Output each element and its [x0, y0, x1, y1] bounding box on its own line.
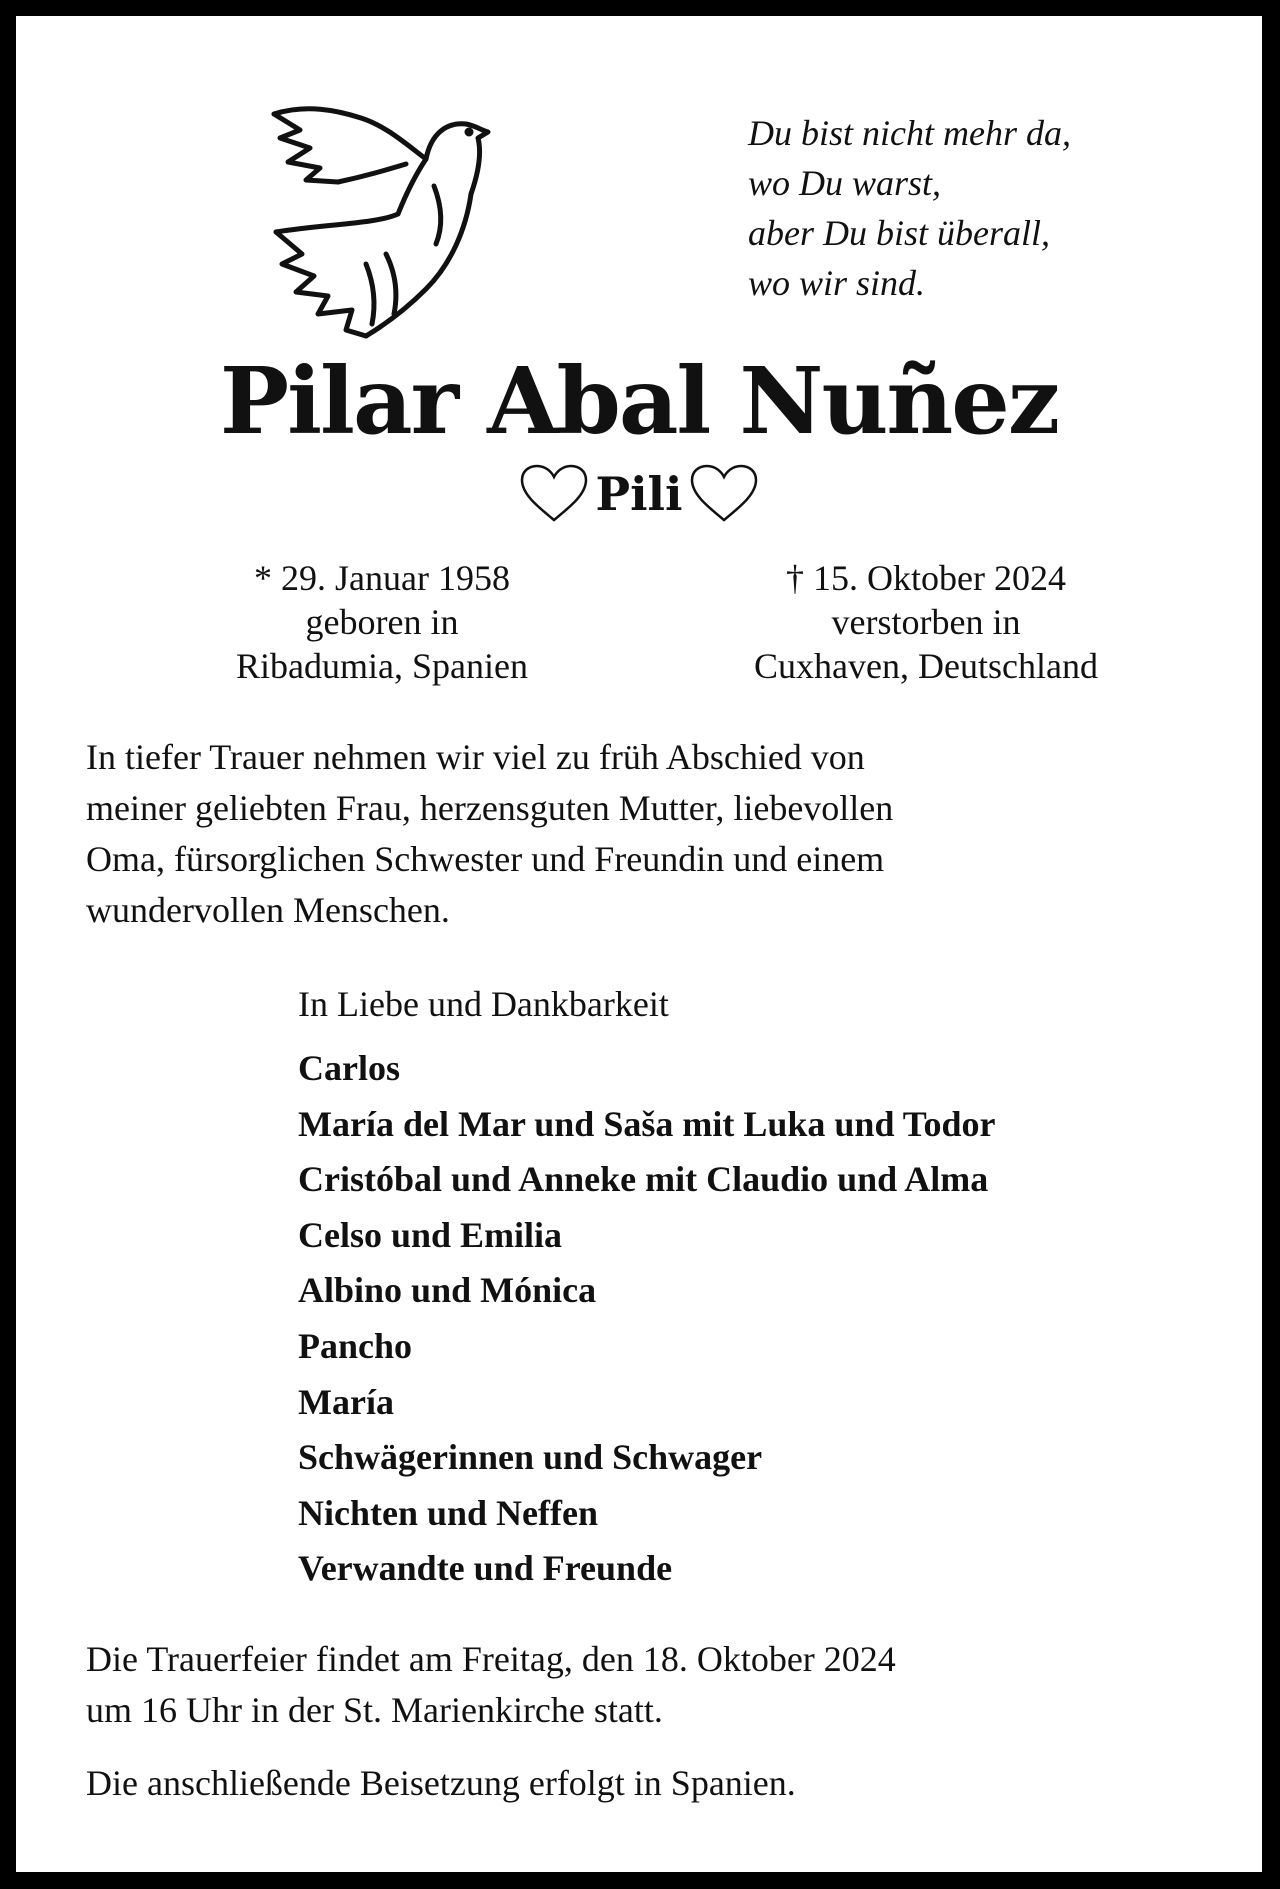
death-info	[696, 556, 1156, 688]
mourner-name: Cristóbal und Anneke mit Claudio und Alma	[298, 1159, 989, 1200]
verse-line: Du bist nicht mehr da,	[748, 113, 1071, 153]
mourners-list	[298, 1041, 1238, 1597]
birth-date: * 29. Januar 1958	[254, 558, 510, 598]
mourner-name: Pancho	[298, 1325, 413, 1366]
mourner-name: Celso und Emilia	[298, 1214, 563, 1255]
birth-label: geboren in	[305, 602, 459, 642]
mourner-name: Verwandte und Freunde	[298, 1548, 673, 1589]
mourner-name: Albino und Mónica	[298, 1270, 597, 1311]
mourning-line: wundervollen Menschen.	[86, 890, 450, 930]
nickname: Pili	[595, 467, 683, 521]
birth-place: Ribadumia, Spanien	[236, 646, 528, 686]
mourner-name: Nichten und Neffen	[298, 1492, 599, 1533]
ceremony-info	[86, 1634, 1216, 1736]
heart-outline-icon	[687, 462, 761, 526]
ceremony-line: um 16 Uhr in der St. Marienkirche statt.	[86, 1690, 663, 1730]
mourner-name: María	[298, 1381, 394, 1422]
obituary-notice	[16, 16, 1262, 1872]
ceremony-line: Die Trauerfeier findet am Freitag, den 18. Oktober 2024	[86, 1639, 896, 1679]
birth-info	[152, 556, 612, 688]
mourning-line: meiner geliebten Frau, herzensguten Mutter, liebevollen	[86, 788, 894, 828]
mourning-line: Oma, fürsorglichen Schwester und Freundin und einem	[86, 839, 885, 879]
mourner-name: Carlos	[298, 1048, 400, 1088]
thanks-line: In Liebe und Dankbarkeit	[298, 984, 669, 1024]
death-place: Cuxhaven, Deutschland	[754, 646, 1098, 686]
death-date: † 15. Oktober 2024	[786, 558, 1066, 598]
mourner-name: María del Mar und Saša mit Luka und Todor	[298, 1103, 996, 1144]
nickname-row	[16, 462, 1262, 526]
dove-icon	[266, 104, 526, 344]
deceased-name: Pilar Abal Nuñez	[219, 347, 1059, 455]
mourning-text	[86, 732, 1216, 936]
mourning-line: In tiefer Trauer nehmen wir viel zu früh Abschied von	[86, 737, 865, 777]
mourner-name: Schwägerinnen und Schwager	[298, 1437, 763, 1478]
heart-outline-icon	[517, 462, 591, 526]
death-label: verstorben in	[831, 602, 1021, 642]
burial-info: Die anschließende Beisetzung erfolgt in Spanien.	[86, 1763, 796, 1803]
verse-line: wo Du warst,	[748, 163, 942, 203]
verse-line: wo wir sind.	[748, 263, 926, 303]
verse	[748, 108, 1228, 308]
verse-line: aber Du bist überall,	[748, 213, 1050, 253]
